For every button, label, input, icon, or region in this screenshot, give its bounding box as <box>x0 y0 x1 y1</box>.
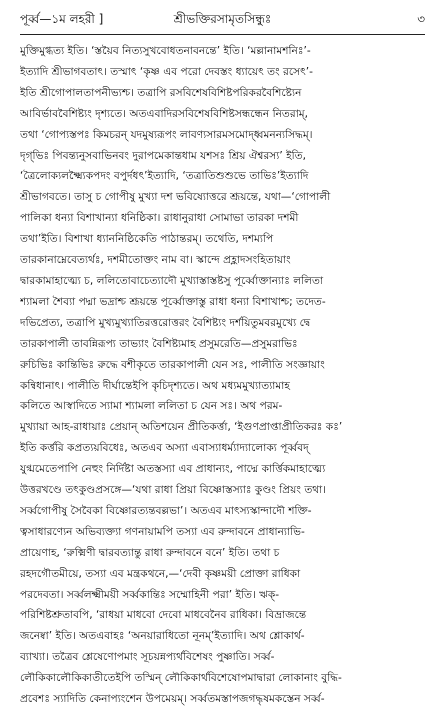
text-line: দ্বারকামাহাত্ম্যে চ, ললিতোবাচেত্যাদৌ মুখ্যাস্তাস্তষ্টসু পূর্ব্বোক্তান্যাঃ ললিতা <box>20 274 324 287</box>
text-line: কন্বিধানাৎ। পালীতি দীর্ঘান্তেইপি কৃচিদৃশ্যতে। অথ মধ্যমমুখ্যাত্যামাহ <box>20 379 290 392</box>
text-line: প্রবেশঃ স্যাদিতি কেনাপ্যংশেন উপমেয়ম্‌। সর্ব্বতমস্তাপজগদ্ধৃষমকস্তেন সর্ব্ব- <box>20 693 325 706</box>
text-line: সর্ব্বগোপীষু সৈবৈকা বিষ্ণোরত্যন্তবল্লভা’। অতএব মাৎস্যস্কান্দাদৌ শক্তি- <box>20 504 312 517</box>
text-line: রুচিভিঃ কান্তিভিঃ রুদ্ধে বশীকৃতে তারকাপালী যেন সঃ, পালীতি সংজ্ঞায়াং <box>20 358 325 371</box>
text-line: ব্যাখ্যা। তত্রৈব শ্লেষেণোপমাং সূচয়ন্নপ্যর্থবিশেষং পুষ্ণাতি। সর্ব্ব- <box>20 651 275 664</box>
text-line: পালিকা ধন্যা বিশাখান্যা ধনিষ্ঠিকা। রাধানুরাধা সোমাভা তারকা দশমী <box>20 212 299 225</box>
header-rule <box>20 34 425 35</box>
text-line: ইতি শ্রীগোপালতাপনীভ্যশ্চ। তত্রাপি রসবিশেষবিশিষ্টপরিকরবৈশিষ্ট্যেন <box>20 86 302 99</box>
section-label: পূর্ব্ব—১ম লহরী ] <box>20 12 104 26</box>
text-line: আবির্ভাববৈশিষ্ট্যং দৃশ্যতে। অতএবাদিরসবিশেষবিশিষ্টসন্ধন্ধেন নিতরাম্‌, <box>20 107 309 120</box>
text-line: উত্তরখণ্ডে তৎকুণ্ডপ্রসঙ্গে—‘যথা রাধা প্রিয়া বিষ্ণোস্তস্যাঃ কুণ্ডং প্রিয়ং তথা। <box>20 484 327 497</box>
text-line: দভিপ্রেত্য, তত্রাপি মুখ্যমুখ্যাতিরত্তরোত্তরং বৈশিষ্ট্যং দর্শয়িতুমবরমুখ্যে দ্বে <box>20 316 311 329</box>
text-line: তথা ‘গোপ্যস্তপঃ কিমচরন্‌ যদমুষ্যরূপং লাবণ্যসারমসমোদ্ধ্বমনন্যসিদ্ধম্‌। <box>20 128 313 141</box>
text-line: শ্রীভাগবতে। তাসু চ গোপীষু মুখ্যা দশ ভবিষ্যোত্তরে শ্রূয়ন্তে, যথা—‘গোপালী <box>20 191 331 204</box>
text-line: প্রায়েণাহ, ‘রুক্মিণী দ্বারবত্যান্তু রাধা রুন্দাবনে বনে’ ইতি। তথা চ <box>20 546 280 559</box>
text-line: লৌকিকালৌকিকাতীতেইপি তস্মিন্‌ লৌকিকার্থবিশেষোপমাদ্বারা লোকানাং বুদ্ধি- <box>20 672 342 685</box>
text-line: ইতি কর্ত্তরি কপ্রত্যয়বিধেঃ, অতএব অস্যা এবাস্যাধর্ম্যাদ্যালোক্য পূর্ব্ববদ্‌ <box>20 442 309 455</box>
page-header <box>20 8 425 30</box>
text-line: রহদগৌতমীয়ে, তস্যা এব মন্ত্রকথনে,—‘দেবী কৃষ্ণময়ী প্রোক্তা রাধিকা <box>20 567 301 580</box>
text-line: তথা’ইতি। বিশাখা ধ্যাননিষ্ঠিকেতি পাঠান্তরম্‌। তথেতি, দশম্যপি <box>20 233 274 246</box>
text-line: ইত্যাদি শ্রীভাগবতাৎ। তস্মাৎ ‘কৃষ্ণ এব পরো দেবস্তং ধ্যায়েৎ তং রসেৎ’- <box>20 65 313 78</box>
text-line: জনেষ্বা’ ইতি। অতএবাহঃ ‘অনয়ারাধিতো নূনম্‌’ইত্যাদি। অথ শ্লোকার্থ- <box>20 630 305 643</box>
text-line: ‘ত্রৈলোক্যলক্ষ্ম্যৈকপদং বপুর্দধৎ’ইত্যাদি, ‘তত্রাতিশুশুভে তাভিঃ’ইত্যাদি <box>20 170 309 183</box>
text-line: শ্যামলা শৈব্যা পদ্মা ভদ্রাশ্চ শ্রূয়ন্তে পূর্ব্বোক্তাস্তু রাধা ধন্যা বিশাখাশ্চ; তদেত- <box>20 295 326 308</box>
text-line: তারকাপালী তাবন্নিরূপ্য তাভ্যাং বৈশিষ্ট্যমাহ প্রসুমরেতি—প্রসুমরাভিঃ <box>20 337 298 350</box>
text-line: ত্বসাধারণ্যেন অভিব্যক্ত্যা গণনায়ামপি তস্যা এব রুন্দাবনে প্রাধান্যাভি- <box>20 525 305 538</box>
text-line: তারকানাম্নেবেত্যর্থঃ, দশমীতোক্তং নাম বা। স্কান্দে প্রহ্লাদসংহিতায়াং <box>20 254 291 267</box>
page-number: ৩ <box>417 12 425 26</box>
text-line: পরিশিষ্টশ্রুতাবপি, ‘রাধয়া মাধবো দেবো মাধবেনৈব রাধিকা। বিভ্রাজন্তে <box>20 609 307 622</box>
text-line: কলিতে আস্বাদিতে স্যামা শ্যামলা ললিতা চ যেন সঃ। অথ পরম- <box>20 400 283 413</box>
text-line: পরদেবতা। সর্ব্বলক্ষ্মীময়ী সর্ব্বকান্তিঃ সম্মোহিনী পরা’ ইতি। ঋক্‌- <box>20 588 280 601</box>
book-title: শ্রীভক্তিরসামৃতসিন্ধুঃ <box>173 12 272 26</box>
body-text <box>20 41 425 710</box>
text-line: মুখ্যায়া আহ-রাধায়াঃ প্রেয়ান্‌ অতিশয়েন প্রীতিকর্ত্তা, ‘ইগুণপ্রাপ্তাপ্রীতিকরঃ কঃ’ <box>20 421 343 434</box>
text-line: যুগ্মমেতেপাপি নেহুং নির্দিষ্টা অতস্তস্যা এব প্রাধান্যং, পাদ্মে কার্ত্তিকমাহাত্ম্যে <box>20 463 326 476</box>
text-line: মুক্তিমুগ্ধত্য ইতি। ‘স্তয়ৈব নিত্যসুখবোধতনাবনন্তে’ ইতি। ‘মল্লানামশনিঃ’- <box>20 45 311 57</box>
text-line: দৃগ্‌ভিঃ পিবন্ত্যনুসবাভিনবং দুরাপমেকান্তধাম যশসঃ শ্রিয় ঐশ্বরস্য’ ইতি, <box>20 149 306 162</box>
